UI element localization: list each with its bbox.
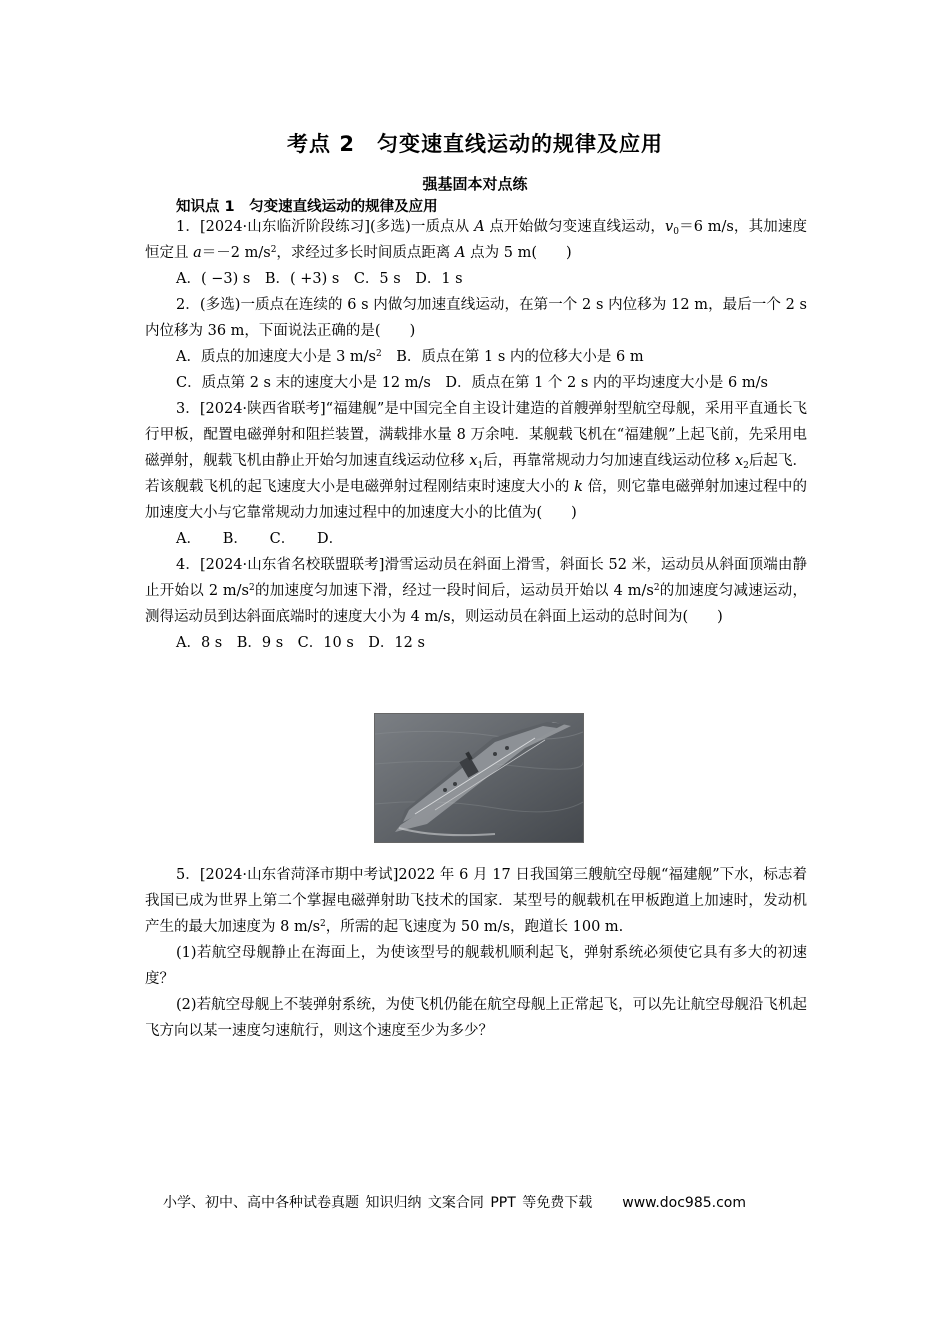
question-2: 2．(多选)一质点在连续的 6 s 内做匀加速直线运动，在第一个 2 s 内位移为 12 m，最后一个 2 s 内位移为 36 m，下面说法正确的是( ) xyxy=(145,297,807,339)
question-1: 1．[2024·山东临沂阶段练习](多选)一质点从 A 点开始做匀变速直线运动，$v_0=6$ m/s，其加速度恒定且 a＝－2 $m/s^2$，求经过多长时间质点距离 A 点为 5 m( ) xyxy=(145,219,807,261)
aircraft-carrier-illustration xyxy=(375,714,583,842)
question-1-options: A．( −3) s B．( +3) s C．5 s D．1 s xyxy=(176,271,463,287)
questions-1-4 xyxy=(145,214,807,656)
question-5-stem: 5．[2024·山东省菏泽市期中考试]2022 年 6 月 17 日我国第三艘航空母舰“福建舰”下水，标志着我国已成为世界上第二个掌握电磁弹射助飞技术的国家．某型号的舰载机在甲板跑道上加速时，发动机产生的最大加速度为 8 $m/s^2$，所需的起飞速度为 50 m/s，跑道长 100 m. xyxy=(145,867,807,935)
question-2-options-cd: C．质点第 2 s 末的速度大小是 12 m/s D．质点在第 1 个 2 s 内的平均速度大小是 6 m/s xyxy=(176,375,768,391)
page-footer xyxy=(163,1192,746,1212)
question-2-options-ab: A．质点的加速度大小是 3 $m/s^2$ B．质点在第 1 s 内的位移大小是 6 m xyxy=(176,349,644,365)
footer-text: 小学、初中、高中各种试卷真题 知识归纳 文案合同 PPT 等免费下载 xyxy=(163,1195,593,1211)
question-3: 3．[2024·陕西省联考]“福建舰”是中国完全自主设计建造的首艘弹射型航空母舰，采用平直通长飞行甲板，配置电磁弹射和阻拦装置，满载排水量 8 万余吨．某舰载飞机在“福建舰”上起飞前，先采用电磁弹射，舰载飞机由静止开始匀加速直线运动位移 $x_1$后，再靠常规动力匀加速直线运动位移 $x_2$后起飞．若该舰载飞机的起飞速度大小是电磁弹射过程刚结束时速度大小的 k 倍，则它靠电磁弹射加速过程中的加速度大小与它靠常规动力加速过程中的加速度大小的比值为( ) xyxy=(145,401,808,521)
page-title: 考点 2 匀变速直线运动的规律及应用 xyxy=(287,132,663,156)
question-5 xyxy=(145,862,807,1044)
question-4-options: A．8 s B．9 s C．10 s D．12 s xyxy=(176,635,425,651)
question-4: 4．[2024·山东省名校联盟联考]滑雪运动员在斜面上滑雪，斜面长 52 米，运动员从斜面顶端由静止开始以 2 $m/s^2$的加速度匀加速下滑，经过一段时间后，运动员开始以 4 $m/s^2$的加速度匀减速运动，测得运动员到达斜面底端时的速度大小为 4 m/s，则运动员在斜面上运动的总时间为( ) xyxy=(145,557,807,625)
question-5-part-2: (2)若航空母舰上不装弹射系统，为使飞机仍能在航空母舰上正常起飞，可以先让航空母舰沿飞机起飞方向以某一速度匀速航行，则这个速度至少为多少？ xyxy=(145,997,807,1039)
footer-url[interactable]: www.doc985.com xyxy=(622,1195,746,1211)
aircraft-carrier-photo xyxy=(374,713,584,843)
section-subtitle: 强基固本对点练 xyxy=(422,175,528,193)
question-5-part-1: (1)若航空母舰静止在海面上，为使该型号的舰载机顺利起飞，弹射系统必须使它具有多大的初速度？ xyxy=(145,945,807,987)
question-3-options: A． B． C． D． xyxy=(176,531,344,547)
knowledge-point-heading: 知识点 1 匀变速直线运动的规律及应用 xyxy=(176,199,438,215)
